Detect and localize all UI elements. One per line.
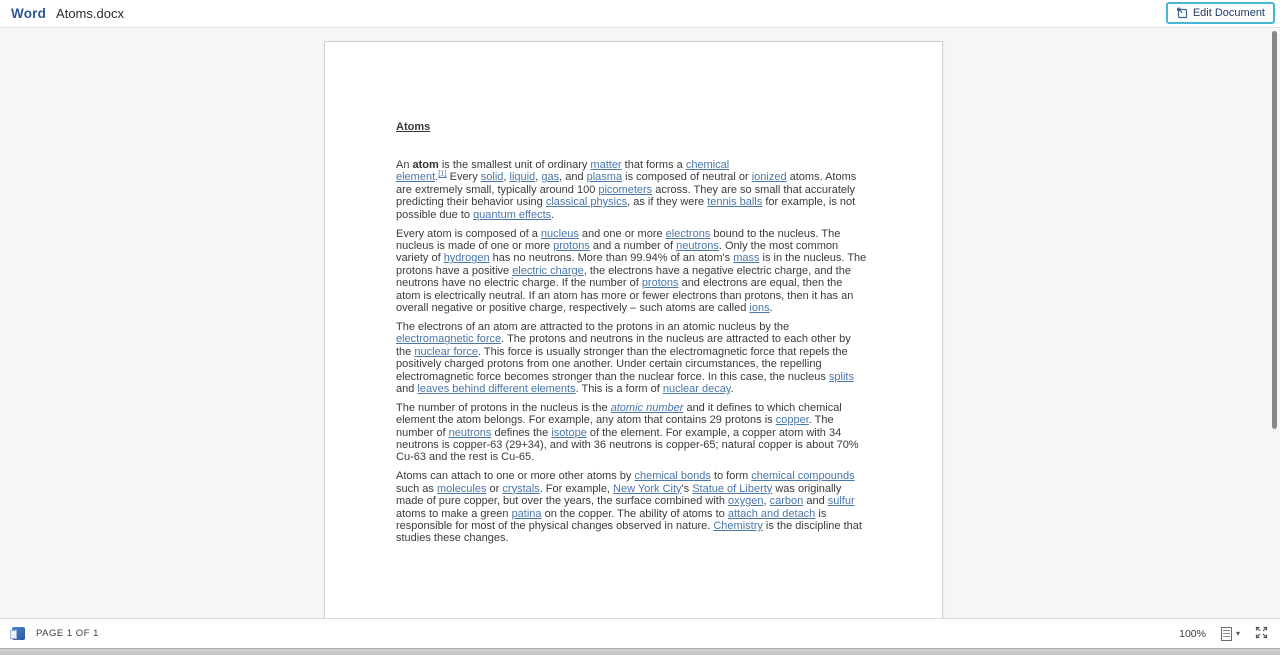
paragraph: The electrons of an atom are attracted to the protons in an atomic nucleus by the electromagnetic force. The protons and neutrons in the nucleus are attracted to each other by the nuclear force. This force is usually stronger than the electromagnetic force that repels the positively charged protons from one another. Under certain circumstances, the repelling electromagnetic force becomes stronger than the nuclear force. In this case, the nucleus splits and leaves behind different elements. This is a form of nuclear decay. — [396, 320, 854, 395]
paragraph: Atoms can attach to one or more other atoms by chemical bonds to form chemical compounds such as molecules or crystals. For example, New York City's Statue of Liberty was originally made of pure copper, but over the years, the surface combined with oxygen, carbon and sulfur atoms to make a green patina on the copper. The ability of atoms to attach and detach is responsible for most of the physical changes observed in nature. Chemistry is the discipline that studies these changes. — [396, 470, 862, 545]
doc-link[interactable]: electromagnetic force — [396, 333, 502, 346]
document-page — [324, 41, 943, 618]
doc-link[interactable]: crystals — [502, 482, 540, 495]
doc-link[interactable]: atomic number — [610, 401, 684, 414]
doc-link[interactable]: ions — [749, 301, 770, 314]
doc-link[interactable]: neutrons — [676, 239, 719, 252]
doc-link[interactable]: protons — [641, 277, 679, 290]
doc-link[interactable]: patina — [511, 507, 542, 520]
doc-link[interactable]: oxygen — [728, 495, 764, 508]
doc-link[interactable]: classical physics — [545, 196, 628, 209]
bold-text: atom — [412, 159, 439, 171]
doc-link[interactable]: New York City — [613, 482, 682, 495]
doc-link[interactable]: plasma — [586, 171, 623, 184]
doc-link[interactable]: element — [396, 171, 436, 184]
doc-link[interactable]: mass — [733, 252, 760, 265]
document-heading: Atoms — [396, 121, 431, 133]
doc-link[interactable]: molecules — [436, 482, 487, 495]
doc-link[interactable]: electrons — [665, 227, 711, 240]
paragraph: An atom is the smallest unit of ordinary matter that forms a chemical element.[1] Every solid, liquid, gas, and plasma is composed of neutral or ionized atoms. Atoms are extremely small, typically around 100 picometers across. They are so small that accurately predicting their behavior using classical physics, as if they were tennis balls for example, is not possible due to quantum effects. — [396, 159, 857, 221]
doc-link[interactable]: chemical — [685, 159, 730, 171]
fullscreen-button[interactable] — [1255, 626, 1268, 642]
edit-document-label: Edit Document — [1192, 7, 1265, 19]
status-bar-left — [12, 627, 99, 640]
reading-view-canvas — [0, 28, 1280, 618]
doc-link[interactable]: liquid — [509, 171, 536, 184]
doc-link[interactable]: hydrogen — [443, 252, 490, 265]
doc-link[interactable]: gas — [541, 171, 560, 184]
word-app-icon — [12, 627, 25, 640]
page-view-dropdown-button[interactable] — [1221, 627, 1240, 641]
zoom-level: 100% — [1179, 627, 1206, 640]
doc-link[interactable]: electric charge — [512, 264, 584, 277]
paragraph: Every atom is composed of a nucleus and one or more electrons bound to the nucleus. The nucleus is made of one or more protons and a number of neutrons. Only the most common variety of hydrogen has no neutrons. More than 99.94% of an atom's mass is in the nucleus. The protons have a positive electric charge, the electrons have a negative electric charge, and the neutrons have no electric charge. If the number of protons and electrons are equal, then the atom is electrically neutral. If an atom has more or fewer electrons than protons, then it has an overall negative or positive charge, respectively – such atoms are called ions. — [396, 227, 867, 314]
paragraph: The number of protons in the nucleus is the atomic number and it defines to which chemical element the atom belongs. For example, any atom that contains 29 protons is copper. The number of neutrons defines the isotope of the element. For example, a copper atom with 34 neutrons is copper-63 (29+34), and with 36 neutrons is copper-65; natural copper is about 70% Cu-63 and the rest is Cu-65. — [396, 401, 859, 464]
status-bar-right — [1179, 626, 1268, 642]
doc-link[interactable]: Statue of Liberty — [692, 482, 773, 495]
doc-link[interactable]: chemical bonds — [634, 470, 711, 483]
doc-link[interactable]: isotope — [551, 426, 587, 439]
doc-link[interactable]: Chemistry — [713, 519, 763, 532]
document-title: Atoms.docx — [56, 6, 124, 21]
doc-link[interactable]: nucleus — [540, 227, 579, 240]
doc-link[interactable]: solid — [480, 171, 504, 184]
doc-link[interactable]: neutrons — [448, 426, 492, 439]
doc-link[interactable]: protons — [553, 239, 590, 252]
doc-link[interactable]: carbon — [769, 495, 804, 508]
doc-link[interactable]: ionized — [751, 171, 787, 184]
chevron-down-icon: ▾ — [1235, 628, 1240, 638]
doc-link[interactable]: copper — [775, 414, 809, 427]
document-page-icon — [1221, 627, 1232, 641]
doc-link[interactable]: splits — [828, 370, 854, 383]
window-bottom-edge — [0, 648, 1280, 655]
footnote-ref-link[interactable]: [1] — [438, 168, 447, 178]
status-bar — [0, 618, 1280, 648]
doc-link[interactable]: leaves behind different elements — [417, 382, 576, 395]
page-indicator: PAGE 1 OF 1 — [36, 628, 99, 639]
document-body — [396, 159, 869, 545]
title-bar — [0, 0, 1280, 28]
doc-link[interactable]: tennis balls — [707, 196, 763, 209]
doc-link[interactable]: picometers — [598, 183, 653, 196]
vertical-scrollbar-thumb[interactable] — [1272, 31, 1277, 429]
expand-arrows-icon — [1255, 626, 1268, 642]
doc-link[interactable]: quantum effects — [473, 208, 552, 221]
doc-link[interactable]: matter — [590, 159, 622, 171]
doc-link[interactable]: chemical compounds — [751, 470, 855, 483]
edit-document-button[interactable] — [1166, 2, 1275, 24]
edit-popout-icon — [1176, 7, 1188, 19]
doc-link[interactable]: attach and detach — [727, 507, 816, 520]
doc-link[interactable]: nuclear decay — [662, 382, 731, 395]
doc-link[interactable]: sulfur — [827, 495, 855, 508]
word-brand-logo: Word — [11, 6, 47, 21]
doc-link[interactable]: nuclear force — [414, 345, 478, 358]
